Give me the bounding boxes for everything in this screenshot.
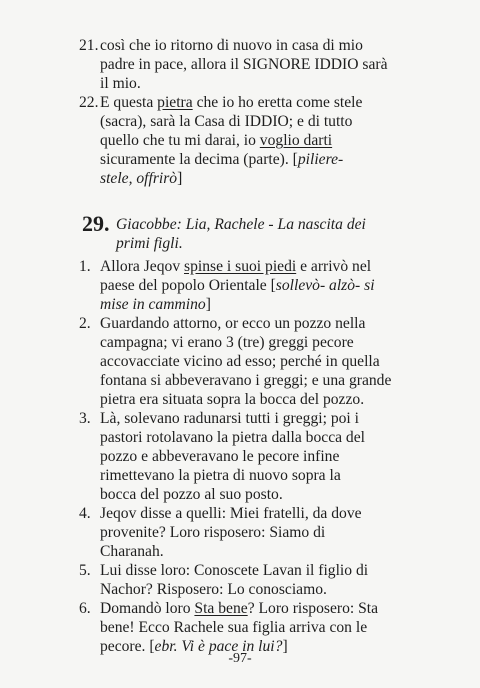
verse-line: mise in cammino] xyxy=(100,296,211,313)
verse-number: 2. xyxy=(79,315,91,332)
verse-line: Là, solevano radunarsi tutti i greggi; poi i xyxy=(100,410,359,427)
verse-line: accovacciate vicino ad esso; perché in quella xyxy=(100,353,380,370)
chapter-title: primi figli. xyxy=(116,235,183,252)
verse-line: Allora Jeqov spinse i suoi piedi e arrivò nel xyxy=(100,258,372,275)
verse-number: 21. xyxy=(79,37,99,54)
verse-line: Charanah. xyxy=(100,543,164,560)
chapter-title: Giacobbe: Lia, Rachele - La nascita dei xyxy=(116,216,366,233)
verse-number: 6. xyxy=(79,600,91,617)
chapter-number: 29. xyxy=(82,211,110,236)
verse-line: Domandò loro Sta bene? Loro risposero: Sta xyxy=(100,600,379,617)
verse-number: 5. xyxy=(79,562,91,579)
verse-line: quello che tu mi darai, io voglio darti xyxy=(100,132,333,149)
verse-line: il mio. xyxy=(100,75,141,92)
verse-line: pozzo e abbeveravano le pecore infine xyxy=(100,448,340,465)
verse-line: pastori rotolavano la pietra dalla bocca del xyxy=(100,429,365,446)
verse-line: Jeqov disse a quelli: Miei fratelli, da dove xyxy=(100,505,362,522)
verse-line: pecore. [ebr. Vi è pace in lui?] xyxy=(100,638,288,655)
verse-line: stele, offrirò] xyxy=(100,170,183,187)
verse-line: così che io ritorno di nuovo in casa di mio xyxy=(100,37,363,54)
verse-line: Guardando attorno, or ecco un pozzo nella xyxy=(100,315,366,332)
verse-line: (sacra), sarà la Casa di IDDIO; e di tutto xyxy=(100,113,353,130)
verse-line: padre in pace, allora il SIGNORE IDDIO sarà xyxy=(100,56,388,73)
verse-line: pietra era situata sopra la bocca del pozzo. xyxy=(100,391,365,408)
verse-line: E questa pietra che io ho eretta come stele xyxy=(100,94,363,111)
verse-line: bocca del pozzo al suo posto. xyxy=(100,486,283,503)
verse-line: provenite? Loro risposero: Siamo di xyxy=(100,524,326,541)
verse-line: fontana si abbeveravano i greggi; e una grande xyxy=(100,372,392,389)
verse-line: campagna; vi erano 3 (tre) greggi pecore xyxy=(100,334,354,351)
page-number: -97- xyxy=(228,651,252,666)
verse-number: 4. xyxy=(79,505,91,522)
verse-line: sicuramente la decima (parte). [piliere- xyxy=(100,151,344,168)
verse-line: Nachor? Risposero: Lo conosciamo. xyxy=(100,581,327,598)
verse-line: bene! Ecco Rachele sua figlia arriva con le xyxy=(100,619,368,636)
verse-number: 1. xyxy=(79,258,91,275)
verse-number: 22. xyxy=(79,94,99,111)
verse-line: Lui disse loro: Conoscete Lavan il figlio di xyxy=(100,562,369,579)
verse-line: paese del popolo Orientale [sollevò- alzò- si xyxy=(100,277,375,294)
verse-number: 3. xyxy=(79,410,91,427)
verse-line: rimettevano la pietra di nuovo sopra la xyxy=(100,467,341,484)
